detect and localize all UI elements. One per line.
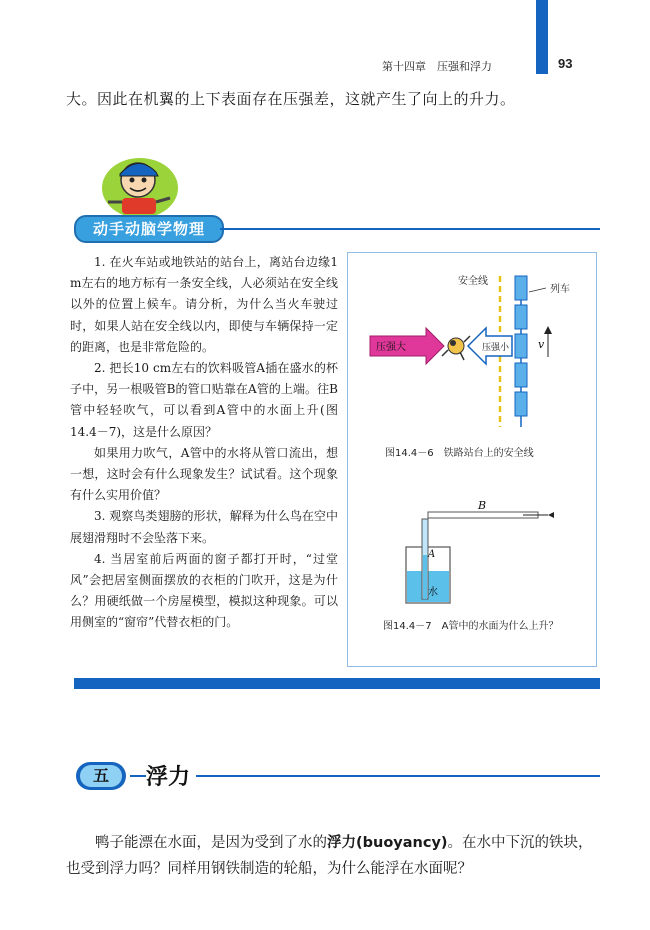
keyword-buoyancy: 浮力(buoyancy)	[327, 835, 448, 851]
section-title: 浮力	[146, 765, 191, 790]
label-tube-a: A	[428, 549, 436, 560]
section-number: 五	[80, 765, 122, 787]
intro-paragraph: 大。因此在机翼的上下表面存在压强差，这就产生了向上的升力。	[66, 90, 516, 108]
label-water: 水	[428, 587, 438, 598]
section-body	[66, 830, 606, 882]
section-paragraph	[66, 830, 606, 882]
safety-line-diagram	[348, 262, 594, 432]
figure-1-caption: 图14.4－6 铁路站台上的安全线	[385, 448, 534, 459]
section-title-rule-right	[196, 775, 600, 777]
label-low-pressure: 压强小	[482, 343, 510, 353]
question-2-followup: 如果用力吹气，A管中的水将从管口流出，想一想，这时会有什么现象发生？试试看。这个现象有什么实用价值？	[70, 445, 338, 503]
label-high-pressure: 压强大	[376, 342, 406, 353]
chapter-title: 第十四章 压强和浮力	[382, 60, 492, 73]
section-divider-strip	[74, 678, 600, 689]
figure-2-caption: 图14.4－7 A管中的水面为什么上升？	[383, 621, 559, 632]
page-number: 93	[558, 56, 573, 71]
question-4: 4. 当居室前后两面的窗子都打开时，“过堂风”会把居室侧面摆放的衣柜的门吹开，这是为什么？用硬纸做一个房屋模型，模拟这种现象。可以用侧室的“窗帘”代替衣柜的门。	[70, 551, 338, 630]
section-banner: 动手动脑学物理	[74, 215, 224, 243]
section-title-rule-left	[130, 775, 146, 777]
para-text-2: 。在水中下沉的铁块，也受到浮力吗？同样用钢铁制造的轮船，为什么能浮在水面呢？	[66, 835, 593, 877]
question-list	[70, 252, 338, 634]
question-3: 3. 观察鸟类翅膀的形状，解释为什么鸟在空中展翅滑翔时不会坠落下来。	[70, 509, 338, 545]
straw-experiment-diagram	[348, 495, 594, 610]
question-1: 1. 在火车站或地铁站的站台上，离站台边缘1 m左右的地方标有一条安全线，人必须站在安全线以外的位置上候车。请分析，为什么当火车驶过时，如果人站在安全线以内，即使与车辆保持一定的距离，也是非常危险的。	[70, 255, 338, 354]
para-text-1: 鸭子能漂在水面，是因为受到了水的	[95, 835, 327, 851]
label-velocity: v	[538, 338, 545, 351]
banner-rule	[220, 228, 600, 230]
cartoon-boy-icon	[98, 150, 182, 220]
label-tube-b: B	[478, 499, 487, 512]
label-train: 列车	[550, 284, 570, 295]
header-accent-bar	[536, 0, 548, 74]
label-safety-line: 安全线	[458, 276, 488, 287]
question-2: 2. 把长10 cm左右的饮料吸管A插在盛水的杯子中，另一根吸管B的管口贴靠在A管的上端。往B管中轻轻吹气，可以看到A管中的水面上升(图14.4－7)，这是什么原因？	[70, 361, 338, 439]
